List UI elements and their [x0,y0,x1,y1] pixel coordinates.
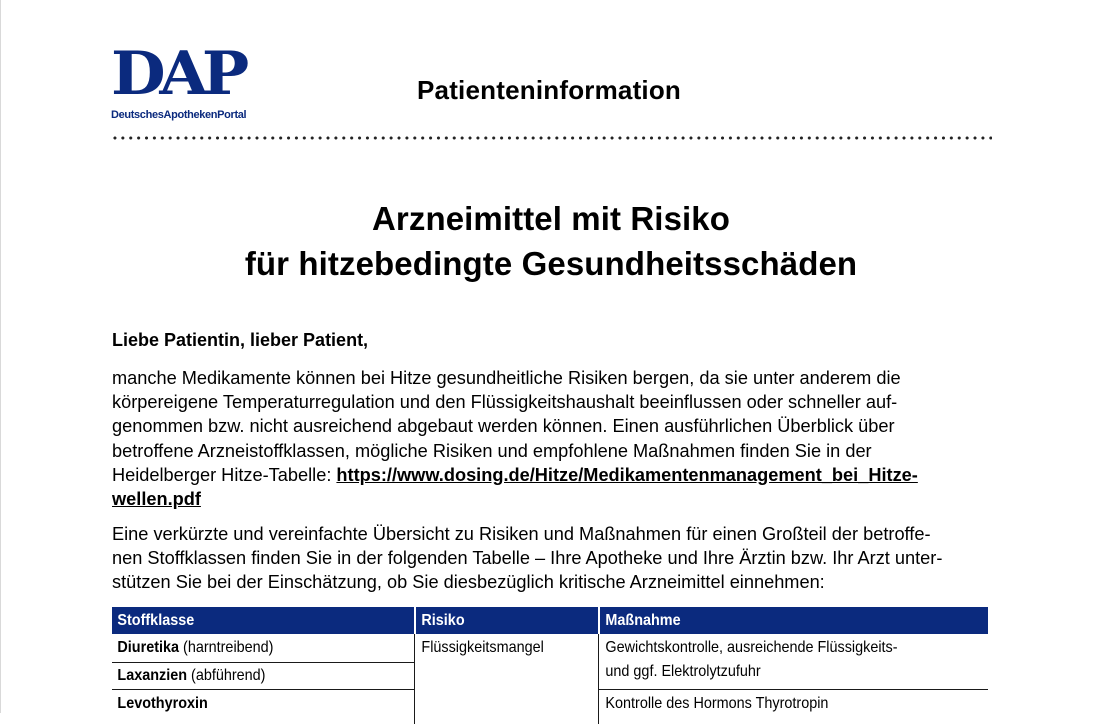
table-header-row [112,607,988,634]
salutation: Liebe Patientin, lieber Patient, [112,330,369,350]
row-divider [112,689,414,690]
risk-table [112,607,988,724]
substance-class-name: Levothyroxin [117,695,208,712]
column-divider [598,634,599,724]
page-title-line-2: für hitzebedingte Gesundheitsschäden [244,245,858,282]
column-header-massnahme: Maßnahme [605,612,681,629]
heidelberg-table-link-continued[interactable]: wellen.pdf [112,489,201,510]
heidelberg-table-link[interactable]: https://www.dosing.de/Hitze/Medikamentenmanagement_bei_Hitze- [336,464,918,485]
document-type-label: Patienteninformation [417,75,682,105]
column-header-stoffklasse: Stoffklasse [117,612,195,629]
table-cell-massnahme: und ggf. Elektrolytzufuhr [605,663,761,680]
substance-class-note: (harntreibend) [179,639,274,656]
substance-class-name: Laxanzien [117,667,188,684]
link-intro-text: Heidelberger Hitze-Tabelle: [112,464,337,485]
table-cell-stoffklasse [112,639,273,657]
table-cell-massnahme: Gewichtskontrolle, ausreichende Flüssigkeits- [605,639,898,656]
substance-class-name: Diuretika [117,639,180,656]
intro-paragraph [112,366,1012,511]
paragraph-line: Eine verkürzte und vereinfachte Übersicht zu Risiken und Maßnahmen für einen Großteil der betroffe- [112,524,931,544]
table-cell-risiko: Flüssigkeitsmangel [421,639,544,656]
paragraph-line: betroffene Arzneistoffklassen, mögliche Risiken und empfohlene Maßnahmen finden Sie in der [112,440,872,461]
logo-mark: DAP [111,39,243,109]
column-header-risiko: Risiko [421,612,465,629]
paragraph-line: manche Medikamente können bei Hitze gesundheitliche Risiken bergen, da sie unter anderem die [112,368,901,388]
substance-class-note: (abführend) [187,667,266,684]
logo-subtitle: DeutschesApothekenPortal [111,109,247,121]
paragraph-line: körpereigene Temperaturregulation und den Flüssigkeitshaushalt beeinflussen oder schneller auf- [112,392,898,413]
table-body [112,634,988,724]
paragraph-line [112,463,1012,487]
paragraph-line: stützen Sie bei der Einschätzung, ob Sie diesbezüglich kritische Arzneimittel einnehmen: [112,572,825,593]
page-title-line-1: Arzneimittel mit Risiko [371,200,731,237]
paragraph-line: genommen bzw. nicht ausreichend abgebaut werden können. Einen ausführlichen Überblick über [112,416,895,437]
table-cell-stoffklasse [112,695,208,713]
header-divider [111,136,992,140]
page-edge [0,0,1,713]
paragraph-line [112,487,1012,511]
dap-logo [111,39,256,126]
table-intro-paragraph [112,522,1012,595]
table-cell-stoffklasse [112,667,265,685]
paragraph-line: nen Stoffklassen finden Sie in der folgenden Tabelle – Ihre Apotheke und Ihre Ärztin bzw. Ihr Arzt unter- [112,548,943,569]
row-divider [598,689,988,690]
column-divider [414,634,415,724]
row-divider [112,662,414,663]
table-cell-massnahme: Kontrolle des Hormons Thyrotropin [605,695,829,712]
